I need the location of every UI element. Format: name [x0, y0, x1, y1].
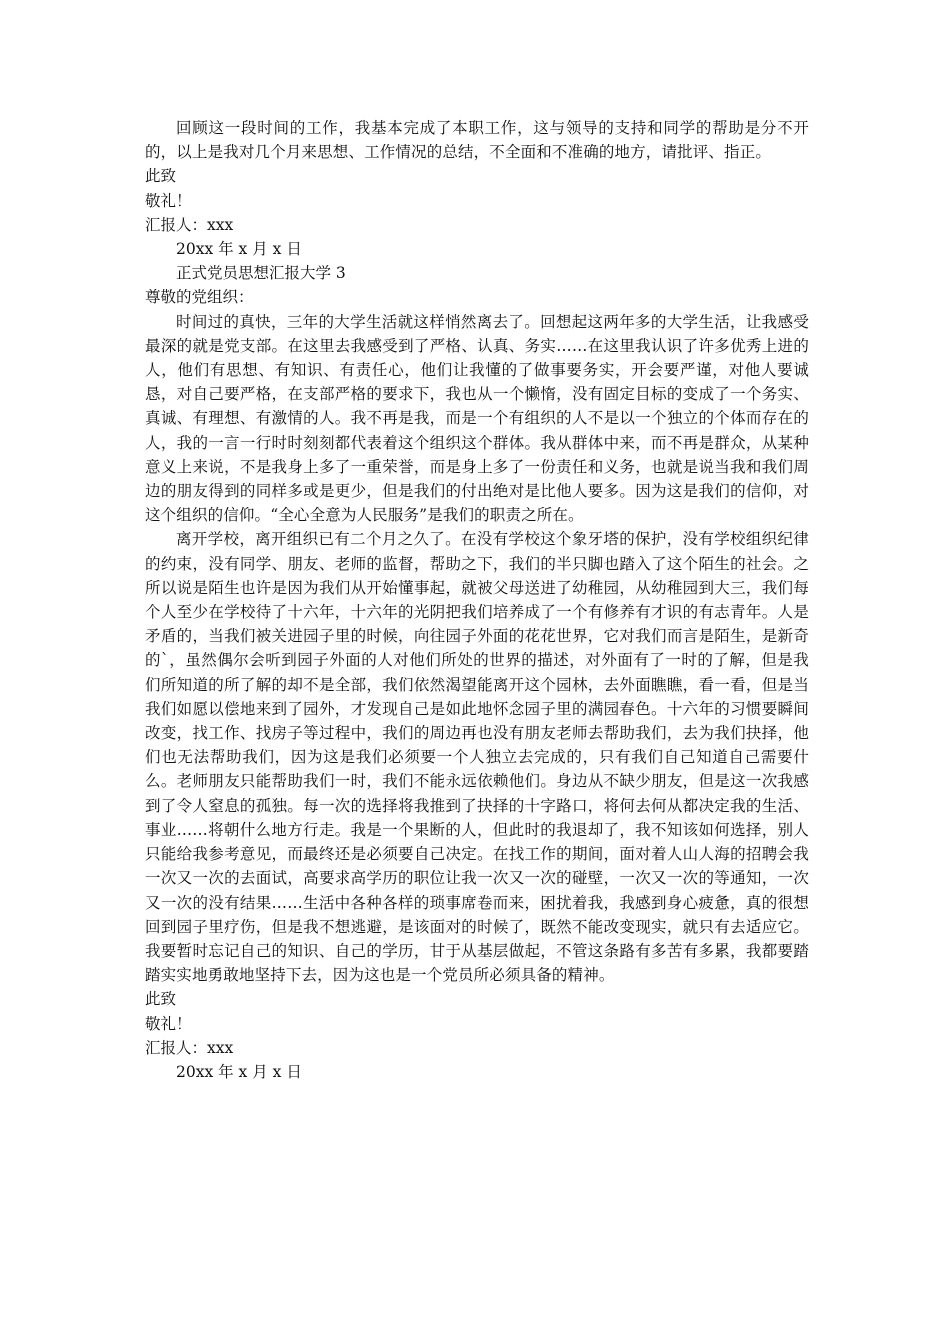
- salute-2: 敬礼！: [145, 1014, 192, 1033]
- date-2: 20xx 年 x 月 x 日: [176, 1062, 302, 1081]
- document-title: 正式党员思想汇报大学 3: [176, 264, 346, 283]
- reporter-1: 汇报人：xxx: [145, 215, 234, 234]
- body-paragraph-1: 时间过的真快，三年的大学生活就这样悄然离去了。回想起这两年多的大学生活，让我感受最深的就是党支部。在这里去我感受到了严格、认真、务实……在这里我认识了许多优秀上进的人，他们有思想、有知识、有责任心，他们让我懂的了做事要务实，开会要严谨，对他人要诚恳，对自己要严格，在支部严格的要求下，我也从一个懒惰，没有固定目标的变成了一个务实、真诚、有理想、有激情的人。我不再是我，而是一个有组织的人不是以一个独立的个体而存在的人，我的一言一行时时刻刻都代表着这个组织这个群体。我从群体中来，而不再是群众，从某种意义上来说，不是我身上多了一重荣誉，而是身上多了一份责任和义务，也就是说当我和我们周边的朋友得到的同样多或是更少，但是我们的付出绝对是比他人要多。因为这是我们的信仰，对这个组织的信仰。“全心全意为人民服务”是我们的职责之所在。: [145, 312, 809, 525]
- document-page: [145, 116, 809, 1084]
- body-paragraph-2: 离开学校，离开组织已有二个月之久了。在没有学校这个象牙塔的保护，没有学校组织纪律的约束，没有同学、朋友、老师的监督，帮助之下，我们的半只脚也踏入了这个陌生的社会。之所以说是陌生也许是因为我们从开始懂事起，就被父母送进了幼稚园，从幼稚园到大三，我们每个人至少在学校待了十六年，十六年的光阴把我们培养成了一个有修养有才识的有志青年。人是矛盾的，当我们被关进园子里的时候，向往园子外面的花花世界，它对我们而言是陌生，是新奇的`，虽然偶尔会听到园子外面的人对他们所处的世界的描述，对外面有了一时的了解，但是我们所知道的所了解的却不是全部，我们依然渴望能离开这个园林，去外面瞧瞧，看一看，但是当我们如愿以偿地来到了园外，才发现自己是如此地怀念园子里的满园春色。十六年的习惯要瞬间改变，找工作、找房子等过程中，我们的周边再也没有朋友老师去帮助我们，去为我们抉择，他们也无法帮助我们，因为这是我们必须要一个人独立去完成的，只有我们自己知道自己需要什么。老师朋友只能帮助我们一时，我们不能永远依赖他们。身边从不缺少朋友，但是这一次我感到了令人窒息的孤独。每一次的选择将我推到了抉择的十字路口，将何去何从都决定我的生活、事业……将朝什么地方行走。我是一个果断的人，但此时的我退却了，我不知该如何选择，别人只能给我参考意见，而最终还是必须要自己决定。在找工作的期间，面对着人山人海的招聘会我一次又一次的去面试，高要求高学历的职位让我一次又一次的碰壁，一次又一次的等通知，一次又一次的没有结果……生活中各种各样的琐事席卷而来，困扰着我，我感到身心疲惫，真的很想回到园子里疗伤，但是我不想逃避，是该面对的时候了，既然不能改变现实，就只有去适应它。我要暂时忘记自己的知识、自己的学历，甘于从基层做起，不管这条路有多苦有多累，我都要踏踏实实地勇敢地坚持下去，因为这也是一个党员所必须具备的精神。: [145, 530, 809, 985]
- date-1: 20xx 年 x 月 x 日: [176, 240, 302, 259]
- closing-phrase-1: 此致: [145, 167, 177, 186]
- closing-phrase-2: 此致: [145, 990, 177, 1009]
- salute-1: 敬礼！: [145, 191, 192, 210]
- closing-paragraph-1: 回顾这一段时间的工作，我基本完成了本职工作，这与领导的支持和同学的帮助是分不开的，以上是我对几个月来思想、工作情况的总结，不全面和不准确的地方，请批评、指正。: [145, 119, 809, 162]
- reporter-2: 汇报人：xxx: [145, 1038, 234, 1057]
- greeting: 尊敬的党组织：: [145, 288, 254, 307]
